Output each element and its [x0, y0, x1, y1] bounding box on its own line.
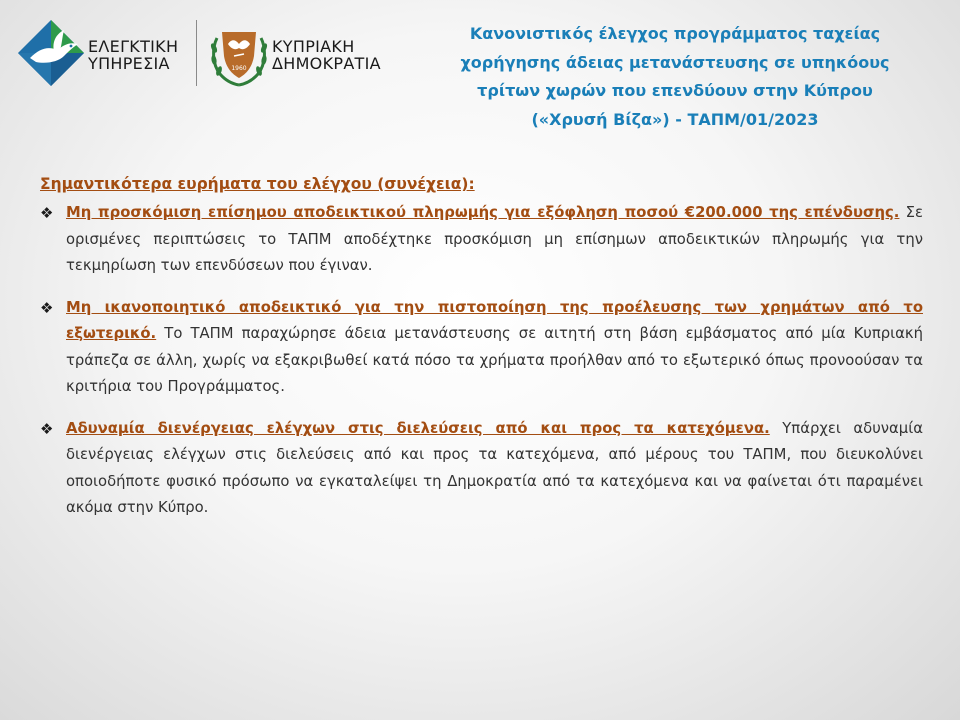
header — [0, 0, 960, 150]
diamond-bullet-icon: ❖ — [40, 298, 54, 317]
title-line: Κανονιστικός έλεγχος προγράμματος ταχείας — [469, 24, 881, 43]
title-line: τρίτων χωρών που επενδύουν στην Κύπρου — [477, 81, 873, 100]
finding-item — [40, 416, 923, 522]
findings-section — [40, 168, 923, 537]
cyprus-seal-icon — [208, 18, 270, 88]
audit-office-name — [88, 38, 178, 72]
section-heading: Σημαντικότερα ευρήματα του ελέγχου (συνέχεια): — [40, 175, 475, 193]
dove-emblem-icon — [16, 18, 86, 88]
finding-body: Υπάρχει αδυναμία διενέργειας ελέγχων στις διελεύσεις από και προς τα κατεχόμενα, από μέρους του ΤΑΠΜ, που διευκολύνει οποιοδήποτε φυσικό πρόσωπο να εγκαταλείψει τη Δημοκρατία από τα κατεχόμενα και να φαίνεται ότι παραμένει ακόμα στην Κύπρο. — [66, 419, 923, 516]
finding-highlight: Μη προσκόμιση επίσημου αποδεικτικού πληρωμής για εξόφληση ποσού €200.000 της επένδυσης. — [66, 204, 900, 221]
audit-office-name-line2: ΥΠΗΡΕΣΙΑ — [88, 54, 170, 73]
audit-office-name-line1: ΕΛΕΓΚΤΙΚΗ — [88, 37, 179, 56]
seal-year: 1960 — [231, 65, 247, 72]
republic-of-cyprus-logo — [208, 18, 408, 88]
audit-office-logo — [16, 18, 201, 88]
republic-name — [272, 38, 381, 72]
finding-body: Σε ορισμένες περιπτώσεις το ΤΑΠΜ αποδέχτηκε προσκόμιση μη επίσημων αποδεικτικών πληρωμής για την τεκμηρίωση των επενδύσεων που έγιναν. — [66, 204, 923, 274]
finding-item — [40, 295, 923, 401]
finding-highlight: Μη ικανοποιητικό αποδεικτικό για την πιστοποίηση της προέλευσης των χρημάτων από το εξωτερικό. — [66, 298, 923, 342]
logo-divider — [196, 20, 197, 86]
title-line: («Χρυσή Βίζα») - ΤΑΠΜ/01/2023 — [531, 109, 819, 129]
republic-name-line2: ΔΗΜΟΚΡΑΤΙΑ — [272, 54, 381, 73]
page-title — [416, 20, 934, 134]
title-line: χορήγησης άδειας μετανάστευσης σε υπηκόους — [460, 52, 890, 72]
diamond-bullet-icon: ❖ — [40, 419, 54, 438]
finding-item — [40, 200, 923, 280]
finding-text — [66, 200, 923, 280]
finding-text — [66, 295, 923, 401]
diamond-bullet-icon: ❖ — [40, 204, 54, 222]
finding-body: Το ΤΑΠΜ παραχώρησε άδεια μετανάστευσης σε αιτητή στη βάση εμβάσματος από μία Κυπριακή τράπεζα σε άλλη, χωρίς να εξακριβωθεί κατά πόσο τα χρήματα προήλθαν από το εξωτερικό όπως προνοούσαν τα κριτήρια του Προγράμματος. — [66, 325, 923, 395]
finding-text — [66, 416, 923, 522]
finding-highlight: Αδυναμία διενέργειας ελέγχων στις διελεύσεις από και προς τα κατεχόμενα. — [66, 419, 770, 437]
republic-name-line1: ΚΥΠΡΙΑΚΗ — [272, 37, 355, 56]
